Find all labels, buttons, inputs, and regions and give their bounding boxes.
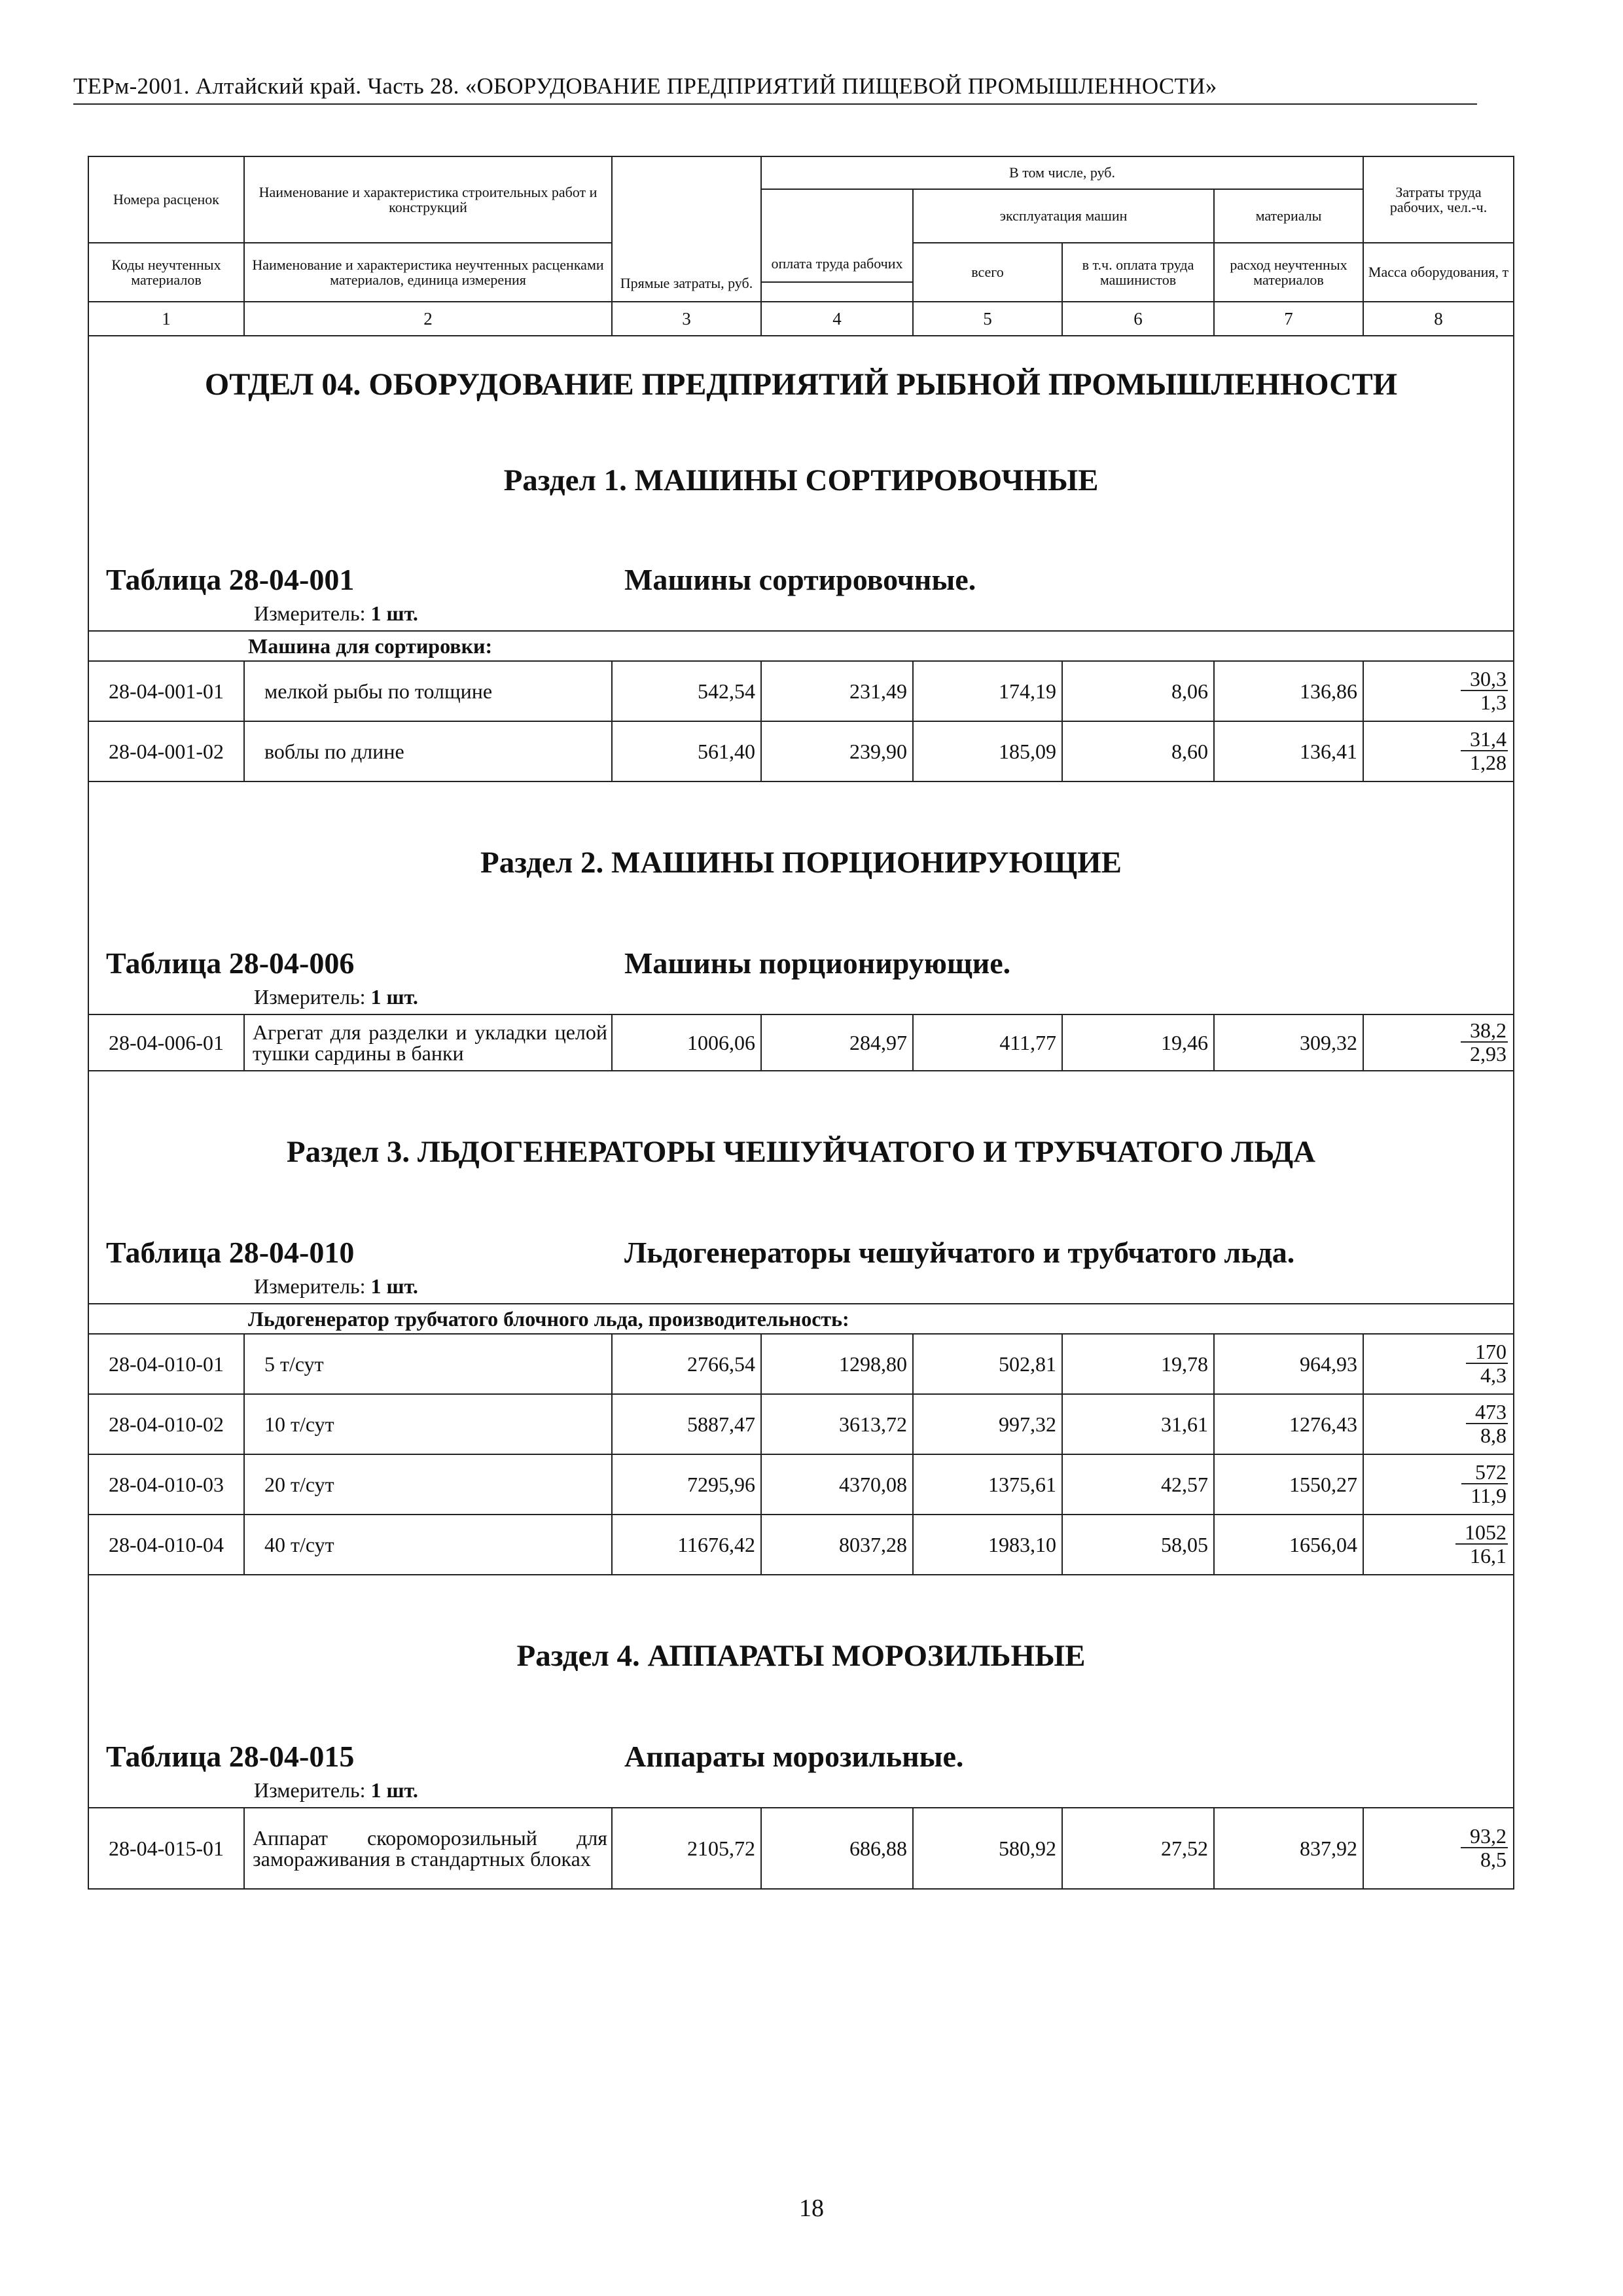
meter-line xyxy=(89,985,1513,1014)
rate-name: 20 т/сут xyxy=(244,1454,612,1515)
wages: 686,88 xyxy=(761,1808,913,1889)
wages: 231,49 xyxy=(761,661,913,721)
direct-cost: 561,40 xyxy=(612,721,761,781)
direct-cost: 2766,54 xyxy=(612,1334,761,1394)
mass: 11,9 xyxy=(1471,1483,1507,1507)
labor-mass xyxy=(1363,721,1514,781)
table-row xyxy=(88,1014,1514,1071)
col-wages-header: оплата труда рабочих xyxy=(761,189,913,282)
section-header-cell xyxy=(88,781,1514,1014)
labor: 93,2 xyxy=(1461,1825,1508,1848)
group-spacer xyxy=(88,1304,244,1334)
section-block xyxy=(88,1575,1514,1889)
table-row xyxy=(88,1394,1514,1454)
col-wages-spacer xyxy=(761,282,913,302)
machines: 411,77 xyxy=(913,1014,1062,1071)
rate-name: 10 т/сут xyxy=(244,1394,612,1454)
col-including-header: В том числе, руб. xyxy=(761,156,1363,189)
col-numbers-header: Номера расценок xyxy=(88,156,244,243)
meter-label: Измеритель: xyxy=(254,601,366,625)
col-materials-sub-header: расход неучтенных материалов xyxy=(1214,243,1363,302)
direct-cost: 542,54 xyxy=(612,661,761,721)
meter-value: 1 шт. xyxy=(370,1274,418,1298)
table-name: Машины порционирующие. xyxy=(624,946,1011,980)
labor-mass xyxy=(1363,661,1514,721)
section-block xyxy=(88,781,1514,1071)
materials: 964,93 xyxy=(1214,1334,1363,1394)
wages: 239,90 xyxy=(761,721,913,781)
machines: 185,09 xyxy=(913,721,1062,781)
direct-cost: 7295,96 xyxy=(612,1454,761,1515)
group-spacer xyxy=(88,631,244,661)
col-labor-header: Затраты труда рабочих, чел.-ч. xyxy=(1363,156,1514,243)
materials: 1550,27 xyxy=(1214,1454,1363,1515)
direct-cost: 1006,06 xyxy=(612,1014,761,1071)
machinists: 31,61 xyxy=(1062,1394,1214,1454)
labor-mass xyxy=(1363,1014,1514,1071)
col-num: 8 xyxy=(1363,302,1514,336)
page-header: ТЕРм-2001. Алтайский край. Часть 28. «ОБОРУДОВАНИЕ ПРЕДПРИЯТИЙ ПИЩЕВОЙ ПРОМЫШЛЕННОСТИ» xyxy=(73,73,1477,105)
section-title: Раздел 3. ЛЬДОГЕНЕРАТОРЫ ЧЕШУЙЧАТОГО И ТРУБЧАТОГО ЛЬДА xyxy=(286,1135,1316,1169)
mass: 4,3 xyxy=(1480,1363,1507,1387)
wages: 1298,80 xyxy=(761,1334,913,1394)
labor: 572 xyxy=(1461,1462,1508,1484)
materials: 1276,43 xyxy=(1214,1394,1363,1454)
table-number: Таблица 28-04-015 xyxy=(106,1740,355,1773)
rate-code: 28-04-010-01 xyxy=(88,1334,244,1394)
mass: 8,8 xyxy=(1480,1423,1507,1447)
labor: 31,4 xyxy=(1461,728,1508,751)
machines: 1983,10 xyxy=(913,1515,1062,1575)
labor: 38,2 xyxy=(1461,1020,1508,1043)
machinists: 19,46 xyxy=(1062,1014,1214,1071)
rate-code: 28-04-010-03 xyxy=(88,1454,244,1515)
section-title: Раздел 2. МАШИНЫ ПОРЦИОНИРУЮЩИЕ xyxy=(480,846,1122,880)
mass: 1,3 xyxy=(1480,690,1507,714)
mass: 1,28 xyxy=(1470,750,1507,774)
col-num: 1 xyxy=(88,302,244,336)
materials: 136,86 xyxy=(1214,661,1363,721)
rate-name: 40 т/сут xyxy=(244,1515,612,1575)
labor-mass xyxy=(1363,1454,1514,1515)
wages: 8037,28 xyxy=(761,1515,913,1575)
section-block xyxy=(88,336,1514,781)
table-header xyxy=(88,156,1514,336)
table-title-line xyxy=(89,562,1513,601)
machines: 580,92 xyxy=(913,1808,1062,1889)
table-row xyxy=(88,661,1514,721)
section-header-cell xyxy=(88,1575,1514,1808)
rate-code: 28-04-001-01 xyxy=(88,661,244,721)
table-title-line xyxy=(89,1235,1513,1274)
machines: 997,32 xyxy=(913,1394,1062,1454)
table-name: Аппараты морозильные. xyxy=(624,1740,964,1773)
rate-code: 28-04-010-02 xyxy=(88,1394,244,1454)
machinists: 58,05 xyxy=(1062,1515,1214,1575)
mass: 16,1 xyxy=(1470,1543,1507,1568)
labor-mass xyxy=(1363,1334,1514,1394)
labor: 30,3 xyxy=(1461,668,1508,691)
table-title-line xyxy=(89,1739,1513,1778)
col-materials-header: материалы xyxy=(1214,189,1363,243)
meter-line xyxy=(89,601,1513,630)
machinists: 8,06 xyxy=(1062,661,1214,721)
rate-code: 28-04-010-04 xyxy=(88,1515,244,1575)
table-number: Таблица 28-04-010 xyxy=(106,1236,355,1269)
section-title: Раздел 1. МАШИНЫ СОРТИРОВОЧНЫЕ xyxy=(503,463,1099,497)
table-number: Таблица 28-04-001 xyxy=(106,563,355,596)
materials: 1656,04 xyxy=(1214,1515,1363,1575)
labor: 170 xyxy=(1466,1341,1508,1364)
materials: 837,92 xyxy=(1214,1808,1363,1889)
rate-name: Аппарат скороморозильный для замораживания в стандартных блоках xyxy=(244,1808,612,1889)
rate-code: 28-04-001-02 xyxy=(88,721,244,781)
materials: 309,32 xyxy=(1214,1014,1363,1071)
col-machinists-header: в т.ч. оплата труда машинистов xyxy=(1062,243,1214,302)
section-header-cell xyxy=(88,1071,1514,1304)
col-total-header: всего xyxy=(913,243,1062,302)
col-codes-header: Коды неучтенных материалов xyxy=(88,243,244,302)
wages: 4370,08 xyxy=(761,1454,913,1515)
meter-label: Измеритель: xyxy=(254,985,366,1009)
machinists: 8,60 xyxy=(1062,721,1214,781)
rate-name: воблы по длине xyxy=(244,721,612,781)
direct-cost: 5887,47 xyxy=(612,1394,761,1454)
col-num: 6 xyxy=(1062,302,1214,336)
rate-name: 5 т/сут xyxy=(244,1334,612,1394)
meter-label: Измеритель: xyxy=(254,1274,366,1298)
meter-line xyxy=(89,1274,1513,1303)
table-row xyxy=(88,1515,1514,1575)
col-num: 7 xyxy=(1214,302,1363,336)
table-title-line xyxy=(89,946,1513,985)
section-block xyxy=(88,1071,1514,1575)
group-title: Машина для сортировки: xyxy=(244,631,1514,661)
materials: 136,41 xyxy=(1214,721,1363,781)
rate-code: 28-04-015-01 xyxy=(88,1808,244,1889)
table-number: Таблица 28-04-006 xyxy=(106,946,355,980)
meter-value: 1 шт. xyxy=(370,601,418,625)
labor: 1052 xyxy=(1455,1522,1508,1545)
meter-value: 1 шт. xyxy=(370,1778,418,1802)
col-name2-header: Наименование и характеристика неучтенных расценками материалов, единица измерения xyxy=(244,243,612,302)
rate-code: 28-04-006-01 xyxy=(88,1014,244,1071)
rate-name: мелкой рыбы по толщине xyxy=(244,661,612,721)
labor-mass xyxy=(1363,1515,1514,1575)
machines: 502,81 xyxy=(913,1334,1062,1394)
direct-cost: 2105,72 xyxy=(612,1808,761,1889)
section-header-cell xyxy=(88,336,1514,631)
table-row xyxy=(88,721,1514,781)
page-number: 18 xyxy=(799,2195,824,2222)
column-numbers-row xyxy=(88,302,1514,336)
labor: 473 xyxy=(1466,1401,1508,1424)
col-machines-header: эксплуатация машин xyxy=(913,189,1214,243)
table-name: Машины сортировочные. xyxy=(624,563,976,596)
col-mass-header: Масса оборудования, т xyxy=(1363,243,1514,302)
table-row xyxy=(88,1454,1514,1515)
labor-mass xyxy=(1363,1394,1514,1454)
col-num: 4 xyxy=(761,302,913,336)
meter-line xyxy=(89,1778,1513,1807)
meter-value: 1 шт. xyxy=(370,985,418,1009)
table-name: Льдогенераторы чешуйчатого и трубчатого льда. xyxy=(624,1236,1295,1269)
department-title: ОТДЕЛ 04. ОБОРУДОВАНИЕ ПРЕДПРИЯТИЙ РЫБНОЙ ПРОМЫШЛЕННОСТИ xyxy=(204,367,1398,402)
machines: 174,19 xyxy=(913,661,1062,721)
mass: 8,5 xyxy=(1480,1847,1507,1871)
col-direct-header: Прямые затраты, руб. xyxy=(612,156,761,302)
wages: 3613,72 xyxy=(761,1394,913,1454)
machinists: 27,52 xyxy=(1062,1808,1214,1889)
rate-name: Агрегат для разделки и укладки целой тушки сардины в банки xyxy=(244,1014,612,1071)
table-row xyxy=(88,1808,1514,1889)
wages: 284,97 xyxy=(761,1014,913,1071)
mass: 2,93 xyxy=(1470,1041,1507,1066)
group-title: Льдогенератор трубчатого блочного льда, производительность: xyxy=(244,1304,1514,1334)
machinists: 42,57 xyxy=(1062,1454,1214,1515)
table-row xyxy=(88,1334,1514,1394)
meter-label: Измеритель: xyxy=(254,1778,366,1802)
col-num: 2 xyxy=(244,302,612,336)
section-title: Раздел 4. АППАРАТЫ МОРОЗИЛЬНЫЕ xyxy=(516,1639,1086,1673)
labor-mass xyxy=(1363,1808,1514,1889)
col-name-header: Наименование и характеристика строительных работ и конструкций xyxy=(244,156,612,243)
machines: 1375,61 xyxy=(913,1454,1062,1515)
machinists: 19,78 xyxy=(1062,1334,1214,1394)
col-num: 5 xyxy=(913,302,1062,336)
rates-table xyxy=(88,156,1514,1890)
col-num: 3 xyxy=(612,302,761,336)
direct-cost: 11676,42 xyxy=(612,1515,761,1575)
